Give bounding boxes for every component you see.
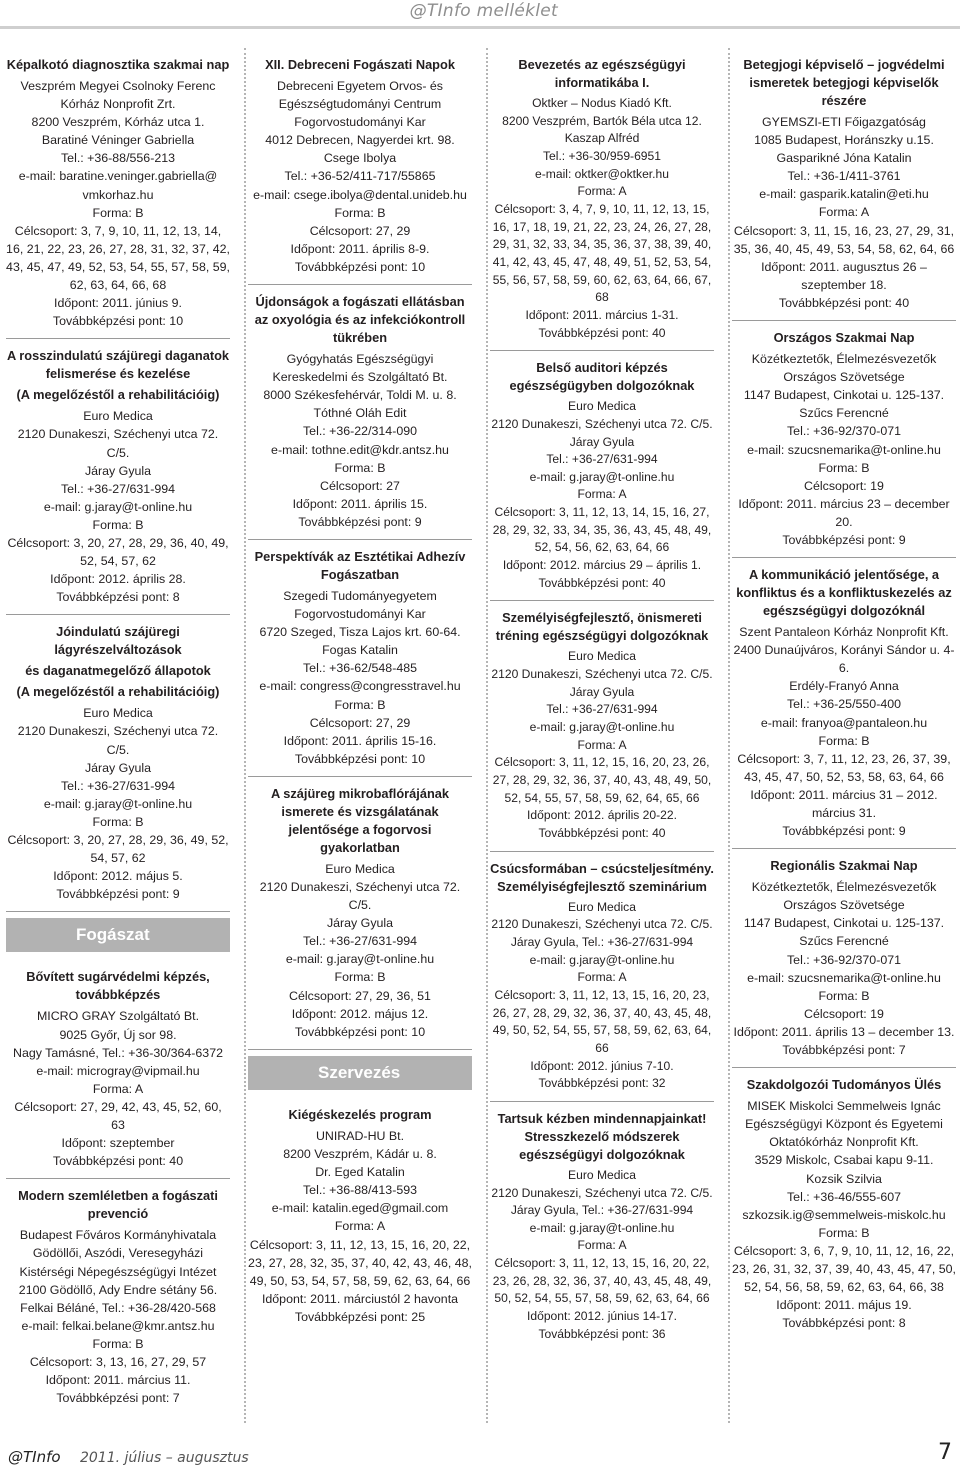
course-detail: Időpont: 2011. április 15-16. <box>283 733 437 748</box>
course-title: Bevezetés az egészségügyi informatikába I. <box>518 57 686 90</box>
course-detail: Továbbképzési pont: 25 <box>294 1309 426 1324</box>
course-detail: Időpont: 2012. június 14-17. <box>527 1309 677 1324</box>
course-detail: Tel.: +36-88/413-593 <box>302 1183 417 1198</box>
course-detail: Célcsoport: 27, 29 <box>309 223 411 238</box>
course-detail: e-mail: felkai.belane@kmr.antsz.hu <box>21 1318 215 1333</box>
course-detail: 4012 Debrecen, Nagyerdei krt. 98. <box>265 133 455 148</box>
course-detail: Euro Medica <box>83 706 153 721</box>
course-detail: Időpont: 2011. március 23 – december 20. <box>738 496 950 529</box>
course-title: Csúcsformában – csúcsteljesítmény. Személyiségfejlesztő szeminárium <box>490 860 714 894</box>
course-detail: Időpont: 2011. június 9. <box>54 296 182 311</box>
course-entry <box>732 1068 956 1340</box>
course-detail: 3529 Miskolc, Csabai kapu 9-11. <box>754 1153 934 1168</box>
course-entry <box>490 852 714 1102</box>
course-detail: Célcsoport: 3, 11, 12, 13, 15, 16, 20, 23, 26, 27, 28, 29, 32, 36, 37, 40, 43, 45, 48, 49, 50, 52, 54, 55, 57, 58, 59, 62, 63, 64, 66 <box>492 987 712 1055</box>
course-detail: Fogorvostudományi Kar <box>294 115 426 130</box>
course-entry <box>490 601 714 851</box>
course-detail: Továbbképzési pont: 7 <box>782 1043 906 1058</box>
course-detail: Célcsoport: 27, 29, 42, 43, 45, 52, 60, 63 <box>14 1099 222 1133</box>
course-detail: Euro Medica <box>325 861 395 876</box>
course-entry <box>732 849 956 1068</box>
course-detail: Járay Gyula <box>569 434 635 449</box>
course-detail: 1085 Budapest, Horánszky u.15. <box>754 133 934 148</box>
course-detail: Forma: B <box>334 205 386 220</box>
course-detail: Baratiné Véninger Gabriella <box>41 133 195 148</box>
course-detail: Továbbképzési pont: 9 <box>782 532 906 547</box>
section-heading: Szervezés <box>248 1056 472 1090</box>
course-detail: 8000 Székesfehérvár, Toldi M. u. 8. <box>263 388 457 403</box>
course-detail: Debreceni Egyetem Orvos- és Egészségtudományi Centrum <box>277 79 443 112</box>
course-detail: Tel.: +36-27/631-994 <box>302 934 417 949</box>
course-entry <box>732 558 956 849</box>
course-detail: Tel.: +36-88/556-213 <box>60 151 175 166</box>
section-heading: Fogászat <box>6 918 230 952</box>
course-detail: Tel.: +36-46/555-607 <box>786 1189 901 1204</box>
course-detail: Tel.: +36-1/411-3761 <box>787 169 901 184</box>
course-detail: Célcsoport: 3, 6, 7, 9, 10, 11, 12, 16, 22, 23, 26, 31, 32, 37, 39, 40, 43, 45, 47, 50, 52, 54, 56, 58, 59, 62, 63, 64, 66, 38 <box>732 1243 956 1295</box>
course-detail: Időpont: 2012. június 7-10. <box>530 1058 674 1073</box>
course-detail: Célcsoport: 3, 11, 15, 16, 23, 27, 29, 31, 35, 36, 40, 45, 49, 53, 54, 58, 62, 64, 66 <box>733 223 955 256</box>
course-title: Szakdolgozói Tudományos Ülés <box>746 1077 942 1093</box>
course-detail: Csege Ibolya <box>323 151 397 166</box>
course-title: Modern szemléletben a fogászati prevenció <box>18 1188 218 1222</box>
course-detail: Forma: A <box>92 1081 144 1096</box>
course-detail: Célcsoport: 3, 13, 16, 27, 29, 57 <box>29 1354 207 1369</box>
course-entry <box>732 48 956 321</box>
course-detail: Közétkeztetők, Élelmezésvezetők Országos Szövetsége <box>751 352 937 385</box>
course-detail: Forma: A <box>577 737 627 752</box>
course-detail: e-mail: franyoa@pantaleon.hu <box>760 715 928 730</box>
course-detail: Forma: A <box>577 970 627 985</box>
course-detail: Fogas Katalin <box>322 643 398 658</box>
course-detail: Tel.: +36-27/631-994 <box>546 452 658 467</box>
course-detail: Időpont: 2012. április 28. <box>50 572 186 587</box>
course-detail: Célcsoport: 3, 11, 12, 13, 15, 16, 20, 22, 23, 26, 28, 32, 36, 37, 40, 43, 45, 48, 49, 50, 52, 54, 55, 57, 58, 59, 62, 63, 64, 66 <box>492 1256 712 1306</box>
course-detail: e-mail: g.jaray@t-online.hu <box>529 469 675 484</box>
course-title: Perspektívák az Esztétikai Adhezív Fogászatban <box>254 548 466 582</box>
course-detail: 2120 Dunakeszi, Széchenyi utca 72. C/5. <box>491 1185 713 1200</box>
course-detail: Euro Medica <box>568 899 636 914</box>
course-detail: Forma: B <box>818 733 870 748</box>
course-detail: 2120 Dunakeszi, Széchenyi utca 72. C/5. <box>491 416 713 431</box>
course-detail: e-mail: szucsnemarika@t-online.hu <box>747 970 941 985</box>
course-detail: Erdély-Franyó Anna <box>789 679 899 694</box>
course-title: és daganatmegelőző állapotok <box>25 663 211 679</box>
column-2 <box>248 48 472 1423</box>
course-detail: Tel.: +36-30/959-6951 <box>542 148 661 163</box>
course-title: Regionális Szakmai Nap <box>770 858 918 874</box>
course-title: Bővített sugárvédelmi képzés, továbbképzés <box>26 969 210 1003</box>
course-detail: Gasparikné Jóna Katalin <box>776 151 912 166</box>
course-detail: 2100 Gödöllő, Ady Endre sétány 56. <box>18 1282 218 1297</box>
course-detail: Tel.: +36-52/411-717/55865 <box>284 169 436 184</box>
course-detail: Közétkeztetők, Élelmezésvezetők Országos Szövetsége <box>751 880 937 913</box>
course-detail: Időpont: 2011. márciustól 2 havonta <box>261 1291 459 1306</box>
column-3 <box>490 48 714 1423</box>
course-detail: GYEMSZI-ETI Főigazgatóság <box>762 115 926 129</box>
course-title: Betegjogi képviselő – jogvédelmi ismeretek betegjogi képviselők részére <box>743 57 945 108</box>
course-detail: Tóthné Oláh Edit <box>313 406 407 421</box>
course-detail: Továbbképzési pont: 10 <box>52 314 184 329</box>
content-columns <box>6 48 956 1423</box>
course-detail: 9025 Győr, Új sor 98. <box>59 1027 177 1042</box>
course-detail: Forma: B <box>92 1336 144 1351</box>
course-detail: Járay Gyula <box>84 463 152 478</box>
course-title: Újdonságok a fogászati ellátásban az oxyológia és az infekciókontroll tükrében <box>254 294 466 346</box>
course-detail: Forma: A <box>818 205 870 220</box>
course-detail: Forma: B <box>92 814 144 829</box>
course-detail: Nagy Tamásné, Tel.: +36-30/364-6372 <box>13 1045 223 1060</box>
course-detail: e-mail: oktker@oktker.hu <box>535 166 669 181</box>
course-detail: Időpont: 2012. május 12. <box>291 1006 429 1021</box>
course-detail: Továbbképzési pont: 40 <box>778 295 910 310</box>
course-detail: Járay Gyula, Tel.: +36-27/631-994 <box>510 1203 694 1218</box>
course-detail: szkozsik.ig@semmelweis-miskolc.hu <box>742 1207 946 1222</box>
course-detail: 1147 Budapest, Cinkotai u. 125-137. <box>743 388 945 403</box>
course-detail: Szűcs Ferencné <box>799 934 889 949</box>
course-title: Jóindulatú szájüregi lágyrészelváltozások <box>54 624 182 658</box>
course-detail: 2120 Dunakeszi, Széchenyi utca 72. C/5. <box>491 667 713 682</box>
course-title: A rosszindulatú szájüregi daganatok felismerése és kezelése <box>6 348 230 382</box>
course-detail: Forma: A <box>577 1238 627 1253</box>
course-entry <box>6 960 230 1179</box>
course-detail: Felkai Béláné, Tel.: +36-28/420-568 <box>20 1300 216 1315</box>
course-detail: Forma: B <box>334 460 386 475</box>
course-detail: Célcsoport: 3, 4, 7, 9, 10, 11, 12, 13, 15, 16, 17, 18, 19, 21, 22, 23, 24, 26, 27, 28, 29, 31, 32, 33, 34, 35, 36, 37, 38, 39, 40, 41, 42, 43, 45, 47, 48, 49, 51, 52, 53, 54, 55, 56, 57, 58, 59, 60, 62, 63, 64, 66, 67, 68 <box>492 201 712 305</box>
course-detail: Időpont: 2012. április 20-22. <box>527 808 677 823</box>
course-detail: Célcsoport: 27, 29, 36, 51 <box>289 988 431 1003</box>
course-detail: Tel.: +36-22/314-090 <box>302 424 417 439</box>
course-detail: 1147 Budapest, Cinkotai u. 125-137. <box>743 916 945 931</box>
course-detail: Továbbképzési pont: 9 <box>782 824 906 839</box>
course-detail: Időpont: 2011. március 31 – 2012. március 31. <box>750 787 938 820</box>
course-detail: Forma: B <box>334 970 386 985</box>
course-title: (A megelőzéstől a rehabilitációig) <box>16 387 220 403</box>
course-detail: Továbbképzési pont: 36 <box>538 1326 666 1341</box>
course-detail: Euro Medica <box>568 1167 636 1182</box>
footer-logo: @TInfo <box>8 1448 61 1466</box>
course-detail: 2120 Dunakeszi, Széchenyi utca 72. C/5. <box>17 427 219 460</box>
course-detail: Továbbképzési pont: 8 <box>56 590 180 605</box>
course-detail: e-mail: katalin.eged@gmail.com <box>271 1201 449 1216</box>
course-detail: e-mail: g.jaray@t-online.hu <box>43 796 193 811</box>
course-detail: Tel.: +36-27/631-994 <box>60 481 175 496</box>
course-detail: Időpont: 2011. március 1-31. <box>525 307 679 322</box>
course-detail: Gyógyhatás Egészségügyi Kereskedelmi és Szolgáltató Bt. <box>272 352 448 385</box>
course-detail: Forma: B <box>818 988 870 1003</box>
course-detail: Időpont: szeptember <box>61 1136 175 1151</box>
course-entry <box>248 48 472 285</box>
course-entry <box>490 351 714 601</box>
course-detail: 8200 Veszprém, Kórház utca 1. <box>31 115 205 130</box>
course-title: A szájüreg mikrobaflórájának ismerete és vizsgálatának jelentősége a fogorvosi gyakorlatban <box>270 785 450 855</box>
course-detail: Időpont: 2012. május 5. <box>53 869 183 884</box>
column-4 <box>732 48 956 1423</box>
course-detail: Célcsoport: 27, 29 <box>309 715 411 730</box>
course-detail: Időpont: 2011. május 19. <box>776 1298 912 1313</box>
course-detail: Célcsoport: 19 <box>804 478 884 493</box>
course-detail: Célcsoport: 3, 20, 27, 28, 29, 36, 40, 49, 52, 54, 57, 62 <box>7 535 229 569</box>
course-detail: Tel.: +36-92/370-071 <box>786 952 901 967</box>
course-detail: MISEK Miskolci Semmelweis Ignác Egészségügyi Központ és Egyetemi Oktatókórház Nonprofit Kft. <box>745 1099 943 1150</box>
course-detail: Célcsoport: 3, 20, 27, 28, 29, 36, 49, 52, 54, 57, 62 <box>7 833 229 866</box>
course-detail: Időpont: 2011. április 8-9. <box>290 241 430 256</box>
header-title: @TInfo melléklet <box>409 1 558 21</box>
course-entry <box>248 540 472 777</box>
course-detail: e-mail: g.jaray@t-online.hu <box>43 499 193 514</box>
course-entry <box>6 615 230 912</box>
course-entry <box>6 339 230 615</box>
course-title: Kiégéskezelés program <box>288 1106 432 1122</box>
course-detail: Tel.: +36-92/370-071 <box>786 424 901 439</box>
course-title: Országos Szakmai Nap <box>773 330 915 346</box>
course-detail: Járay Gyula <box>569 684 635 699</box>
course-detail: Kaszap Alfréd <box>564 131 640 146</box>
course-entry <box>248 1098 472 1334</box>
course-detail: e-mail: baratine.veninger.gabriella@ vmkorhaz.hu <box>18 169 218 202</box>
course-entry <box>490 48 714 351</box>
course-detail: Veszprém Megyei Csolnoky Ferenc Kórház Nonprofit Zrt. <box>20 79 216 112</box>
course-detail: e-mail: microgray@vipmail.hu <box>36 1063 200 1078</box>
course-detail: e-mail: csege.ibolya@dental.unideb.hu <box>253 187 467 202</box>
course-entry <box>490 1102 714 1352</box>
column-1 <box>6 48 230 1423</box>
course-detail: Továbbképzési pont: 10 <box>294 1024 426 1039</box>
course-detail: Kozsik Szilvia <box>806 1171 882 1186</box>
footer-date: 2011. július – augusztus <box>80 1450 249 1466</box>
course-detail: Továbbképzési pont: 40 <box>52 1154 184 1169</box>
footer <box>0 1436 960 1477</box>
course-detail: 2400 Dunaújváros, Korányi Sándor u. 4-6. <box>733 643 955 676</box>
course-detail: Járay Gyula, Tel.: +36-27/631-994 <box>510 934 694 949</box>
course-detail: Továbbképzési pont: 40 <box>538 325 666 340</box>
course-detail: Időpont: 2011. április 13 – december 13. <box>733 1024 955 1039</box>
course-detail: Célcsoport: 27 <box>320 478 400 493</box>
course-detail: Forma: B <box>818 460 870 475</box>
course-entry <box>248 285 472 540</box>
course-detail: Forma: B <box>334 697 386 712</box>
header-bar <box>0 0 960 29</box>
course-detail: Időpont: 2012. március 29 – április 1. <box>502 558 702 573</box>
course-detail: Célcsoport: 3, 7, 11, 12, 23, 26, 37, 39, 43, 45, 47, 50, 52, 53, 58, 63, 64, 66 <box>737 751 951 784</box>
course-detail: 8200 Veszprém, Bartók Béla utca 12. <box>502 113 702 128</box>
course-detail: e-mail: g.jaray@t-online.hu <box>529 952 675 967</box>
course-detail: 8200 Veszprém, Kádár u. 8. <box>283 1147 437 1162</box>
course-title: Személyiségfejlesztő, önismereti tréning egészségügyi dolgozóknak <box>495 610 709 644</box>
course-detail: 2120 Dunakeszi, Széchenyi utca 72. C/5. <box>17 724 219 757</box>
course-title: (A megelőzéstől a rehabilitációig) <box>16 684 220 700</box>
course-detail: Szegedi Tudományegyetem Fogorvostudományi Kar <box>283 588 437 622</box>
course-detail: e-mail: g.jaray@t-online.hu <box>285 952 435 967</box>
course-entry <box>6 48 230 339</box>
course-detail: 2120 Dunakeszi, Széchenyi utca 72. C/5. <box>259 880 461 913</box>
course-detail: Euro Medica <box>83 409 153 424</box>
course-detail: Időpont: 2011. április 15. <box>292 496 428 511</box>
course-entry <box>248 777 472 1050</box>
course-detail: Továbbképzési pont: 8 <box>782 1316 906 1331</box>
course-detail: Továbbképzési pont: 9 <box>56 887 180 902</box>
course-entry <box>732 321 956 558</box>
course-detail: Célcsoport: 3, 11, 12, 13, 14, 15, 16, 27, 28, 29, 32, 33, 34, 35, 36, 43, 45, 48, 49, 52, 54, 56, 62, 63, 64, 66 <box>492 505 712 555</box>
course-detail: Forma: B <box>92 205 144 220</box>
course-detail: MICRO GRAY Szolgáltató Bt. <box>36 1009 200 1024</box>
course-detail: e-mail: g.jaray@t-online.hu <box>529 1220 675 1235</box>
course-detail: e-mail: szucsnemarika@t-online.hu <box>747 442 941 457</box>
course-detail: Célcsoport: 3, 11, 12, 13, 15, 16, 20, 22, 23, 27, 28, 32, 35, 37, 40, 42, 43, 46, 48, 49, 50, 53, 54, 57, 58, 59, 62, 63, 64, 66 <box>248 1237 472 1288</box>
course-detail: Időpont: 2011. augusztus 26 – szeptember 18. <box>761 259 927 292</box>
course-detail: Célcsoport: 3, 11, 12, 15, 16, 20, 23, 26, 27, 28, 29, 32, 36, 37, 40, 43, 48, 49, 50, 52, 54, 55, 57, 58, 59, 62, 64, 65, 66 <box>492 755 712 805</box>
course-detail: Célcsoport: 3, 7, 9, 10, 11, 12, 13, 14, 16, 21, 22, 23, 26, 27, 28, 31, 32, 37, 42, 43, 45, 47, 49, 52, 53, 54, 55, 57, 58, 59, 62, 63, 64, 66, 68 <box>6 223 230 293</box>
course-detail: 2120 Dunakeszi, Széchenyi utca 72. C/5. <box>491 917 713 932</box>
course-detail: 6720 Szeged, Tisza Lajos krt. 60-64. <box>259 625 461 640</box>
course-title: XII. Debreceni Fogászati Napok <box>265 57 455 72</box>
course-detail: Szűcs Ferencné <box>799 406 889 421</box>
course-title: Tartsuk kézben mindennapjainkat! Stresszkezelő módszerek egészségügyi dolgozóknak <box>497 1110 707 1162</box>
course-detail: Oktker – Nodus Kiadó Kft. <box>532 96 672 110</box>
course-detail: Forma: A <box>334 1219 386 1234</box>
course-detail: Továbbképzési pont: 32 <box>538 1076 666 1091</box>
course-detail: Továbbképzési pont: 10 <box>294 751 426 766</box>
course-detail: Tel.: +36-62/548-485 <box>302 661 417 676</box>
course-detail: Továbbképzési pont: 40 <box>538 575 666 590</box>
course-entry <box>6 1179 230 1415</box>
page-number: 7 <box>938 1440 952 1465</box>
course-detail: Tel.: +36-27/631-994 <box>546 702 658 717</box>
course-detail: Időpont: 2011. március 11. <box>45 1373 191 1388</box>
course-detail: Szent Pantaleon Kórház Nonprofit Kft. <box>739 625 949 640</box>
course-detail: Továbbképzési pont: 7 <box>56 1391 180 1406</box>
course-detail: Dr. Eged Katalin <box>315 1165 405 1180</box>
course-detail: Forma: A <box>577 487 627 502</box>
course-detail: UNIRAD-HU Bt. <box>315 1128 405 1143</box>
course-detail: Célcsoport: 19 <box>804 1006 884 1021</box>
course-title: A kommunikáció jelentősége, a konfliktus és a konfliktuskezelés az egészségügyi dolgozóknál <box>736 567 952 619</box>
course-detail: Budapest Főváros Kormányhivatala Gödöllői, Aszódi, Veresegyházi Kistérségi Népegészségügyi Intézet <box>19 1228 217 1279</box>
course-detail: Euro Medica <box>568 399 636 414</box>
course-detail: Járay Gyula <box>326 916 394 931</box>
course-detail: e-mail: gasparik.katalin@eti.hu <box>759 187 929 202</box>
course-detail: e-mail: g.jaray@t-online.hu <box>529 720 675 735</box>
course-detail: Továbbképzési pont: 40 <box>538 825 666 840</box>
course-detail: e-mail: tothne.edit@kdr.antsz.hu <box>271 442 449 457</box>
course-detail: Forma: A <box>577 184 627 199</box>
course-detail: Forma: B <box>818 1225 870 1240</box>
course-detail: Járay Gyula <box>84 760 152 775</box>
course-detail: Forma: B <box>92 517 144 532</box>
course-detail: Tel.: +36-27/631-994 <box>60 778 175 793</box>
course-detail: e-mail: congress@congresstravel.hu <box>259 679 461 694</box>
course-title: Belső auditori képzés egészségügyben dolgozóknak <box>509 360 695 394</box>
course-title: Képalkotó diagnosztika szakmai nap <box>6 57 230 72</box>
course-detail: Továbbképzési pont: 9 <box>298 514 422 529</box>
course-detail: Továbbképzési pont: 10 <box>294 259 426 274</box>
course-detail: Euro Medica <box>568 649 636 664</box>
course-detail: Tel.: +36-25/550-400 <box>786 697 901 712</box>
